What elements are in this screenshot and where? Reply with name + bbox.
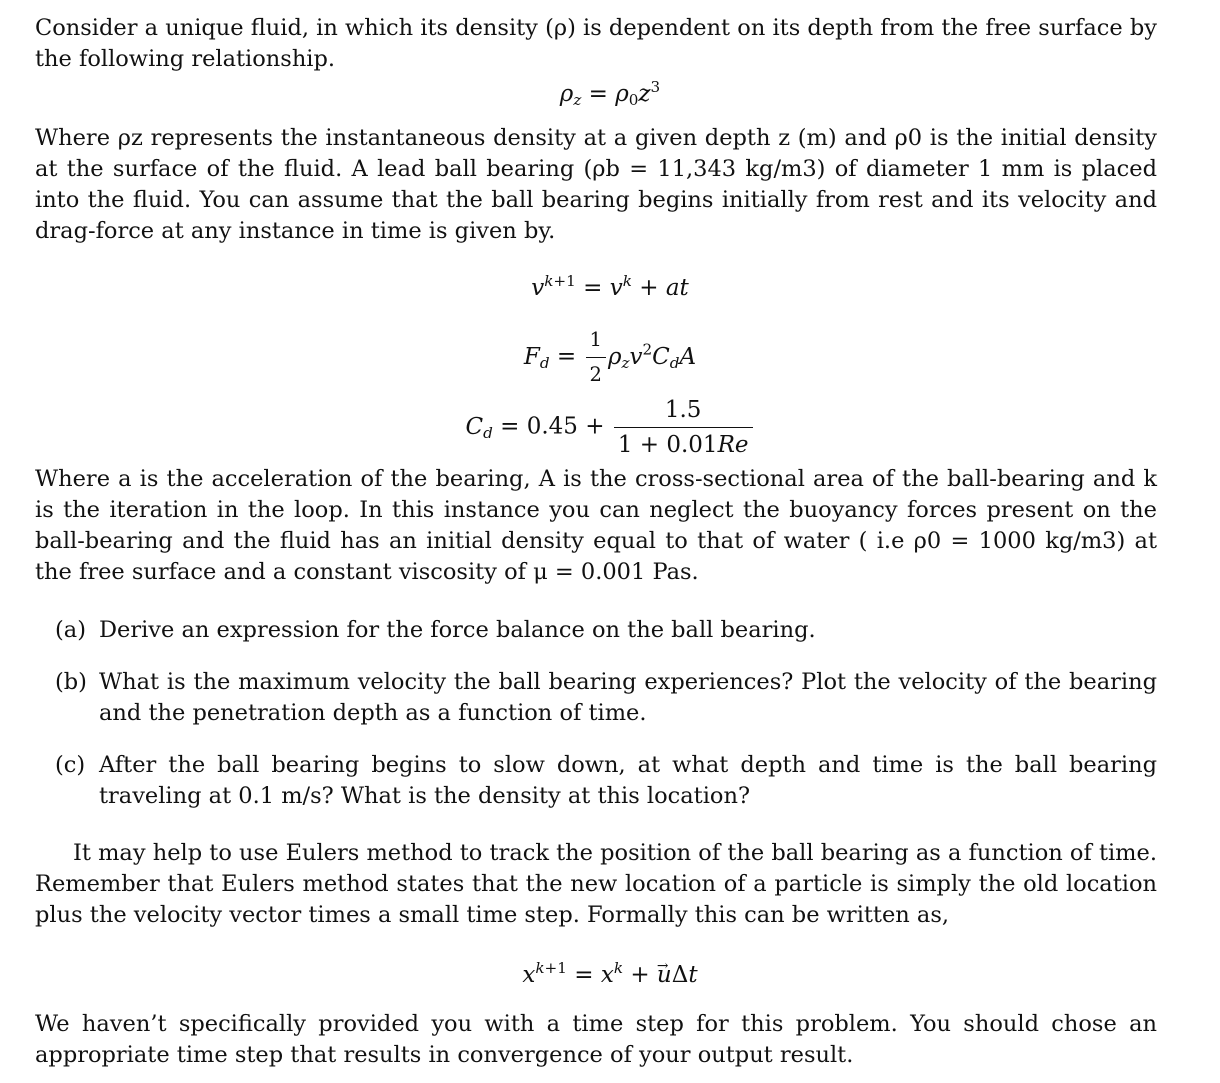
timestep-text: We haven’t specifically provided you with a time step for this problem. You should chose an appropriate time step that results in convergence of your output result. — [35, 1011, 1157, 1068]
drag-coefficient-equation: $C_d = 0.45$ + $\frac{1.5}{1 + 0.01Re}$ — [0, 395, 1220, 460]
drag-fraction-denominator: 2 — [586, 357, 606, 390]
drag-fraction-numerator: 1 — [589, 328, 602, 351]
question-c-text: After the ball bearing begins to slow down, at what depth and time is the ball bearing traveling at 0.1 m/s? What is the density at this location? — [99, 752, 1157, 809]
question-c-label: (c) — [55, 752, 86, 778]
question-b-text: What is the maximum velocity the ball bearing experiences? Plot the velocity of the bearing and the penetration depth as a function of time. — [99, 669, 1157, 726]
question-b — [55, 667, 1157, 729]
euler-text: It may help to use Eulers method to track the position of the ball bearing as a function of time. Remember that Eulers method states that the new location of a particle is simply the old location plus the velocity vector times a small time step. Formally this can be written as, — [35, 840, 1157, 928]
question-a-text: Derive an expression for the force balance on the ball bearing. — [99, 617, 816, 643]
question-a-label: (a) — [55, 617, 86, 643]
definitions-paragraph — [35, 464, 1157, 588]
intro-text: Consider a unique fluid, in which its density (ρ) is dependent on its depth from the free surface by the following relationship. — [35, 15, 1157, 72]
cd-fraction-denominator: 1 + 0.01Re — [614, 427, 753, 460]
drag-force-equation: $F_d$ = $\frac{1}{2}$ $\rho_zv^2C_dA$ — [0, 325, 1220, 390]
description-paragraph — [35, 123, 1157, 247]
euler-paragraph — [35, 838, 1157, 931]
question-c — [55, 750, 1157, 812]
question-a — [55, 615, 1157, 646]
velocity-update-equation: $v^{k+1} = v^k$ + at — [531, 271, 689, 301]
question-b-label: (b) — [55, 669, 87, 695]
timestep-paragraph — [35, 1009, 1157, 1071]
definitions-text: Where a is the acceleration of the bearing, A is the cross-sectional area of the ball-bearing and k is the iteration in the loop. In this instance you can neglect the buoyancy forces present on the ball-bearing and the fluid has an initial density equal to that of water ( i.e ρ0 = 1000 kg/m3) at the free surface and a constant viscosity of μ = 0.001 Pas. — [35, 466, 1157, 585]
intro-paragraph — [35, 13, 1157, 75]
euler-equation: $x^{k+1} = x^k$ + → uΔt — [0, 960, 1220, 990]
cd-fraction-numerator: 1.5 — [664, 397, 702, 423]
density-equation: $\rho_z = \rho_0z^3$ — [559, 77, 661, 109]
description-text: Where ρz represents the instantaneous density at a given depth z (m) and ρ0 is the initial density at the surface of the fluid. A lead ball bearing (ρb = 11,343 kg/m3) of diameter 1 mm is placed into the fluid. You can assume that the ball bearing begins initially from rest and its velocity and drag-force at any instance in time is given by. — [35, 125, 1157, 244]
